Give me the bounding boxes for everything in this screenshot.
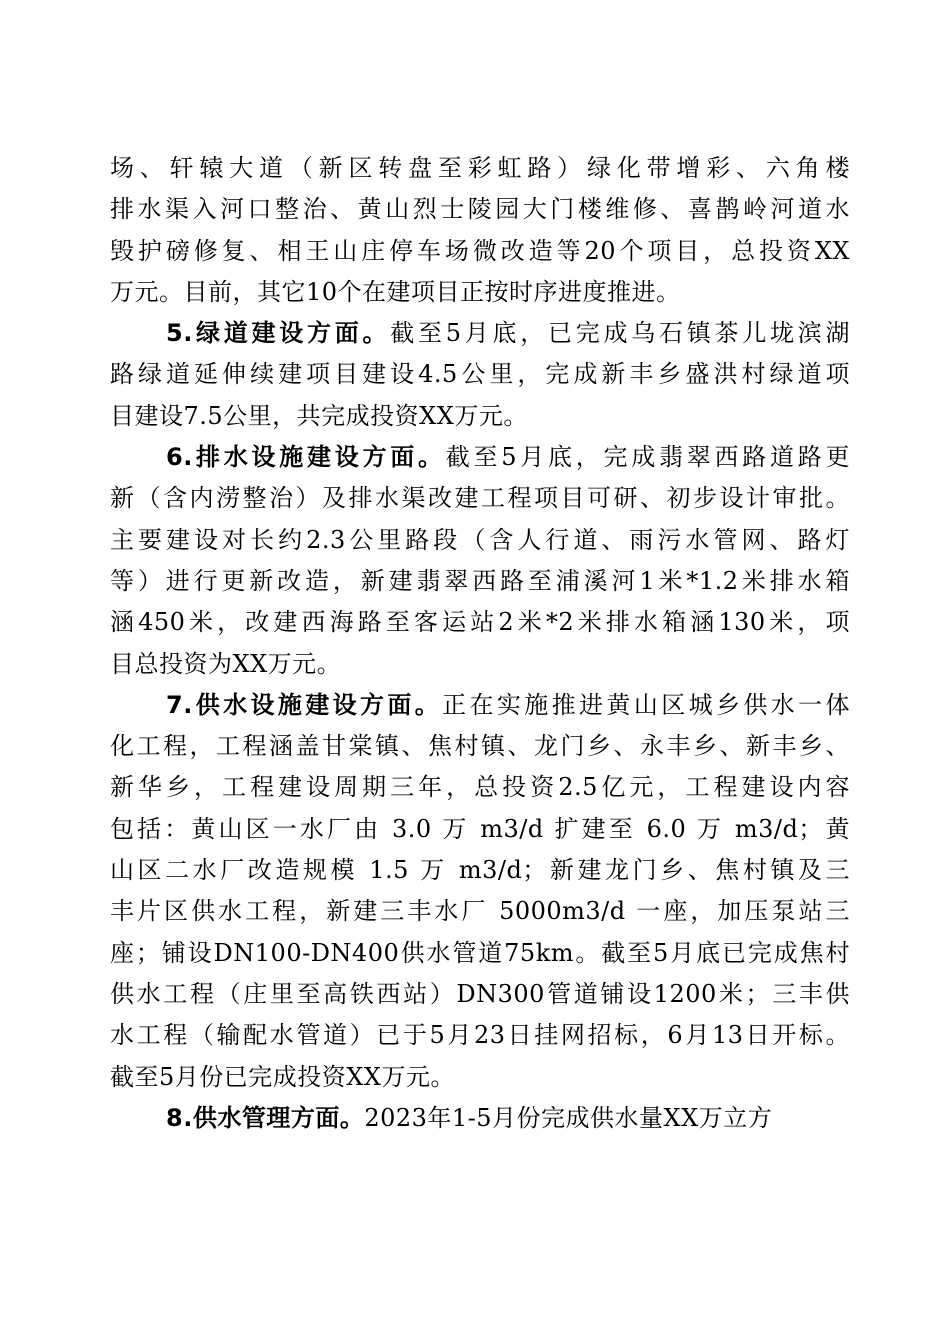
paragraph-first-line [110,313,850,354]
paragraph-line: 等）进行更新改造，新建翡翠西路至浦溪河1米*1.2米排水箱 [110,566,850,595]
section-heading-greenway: 5.绿道建设方面。 [166,319,391,348]
paragraph-text: 2023年1-5月份完成供水量XX万立方 [364,1103,773,1132]
paragraph-line: 目总投资为XX万元。 [110,649,342,678]
paragraph-text: 正在实施推进黄山区城乡供水一体 [442,690,850,719]
paragraph-line: 截至5月份已完成投资XX万元。 [110,1062,455,1091]
paragraph-line: 路绿道延伸续建项目建设4.5公里，完成新丰乡盛洪村绿道项 [110,360,850,389]
section-heading-water-supply-facilities: 7.供水设施建设方面。 [166,690,443,719]
paragraph-line: 水工程（输配水管道）已于5月23日挂网招标，6月13日开标。 [110,1021,850,1050]
paragraph-line: 新（含内涝整治）及排水渠改建工程项目可研、初步设计审批。 [110,484,850,513]
paragraph-line: 座；铺设DN100-DN400供水管道75km。截至5月底已完成焦村 [110,938,850,967]
paragraph-line: 万元。目前，其它10个在建项目正按时序进度推进。 [110,277,681,306]
paragraph-first-line [110,685,850,726]
paragraph-line: 供水工程（庄里至高铁西站）DN300管道铺设1200米；三丰供 [110,979,850,1008]
paragraph-line: 新华乡，工程建设周期三年，总投资2.5亿元，工程建设内容 [110,773,850,802]
paragraph-line: 主要建设对长约2.3公里路段（含人行道、雨污水管网、路灯 [110,525,850,554]
paragraph-text: 截至5月底，完成翡翠西路道路更 [445,443,850,472]
paragraph-line: 丰片区供水工程，新建三丰水厂 5000m3/d 一座，加压泵站三 [110,897,850,926]
paragraph-line: 涵450米，改建西海路至客运站2米*2米排水箱涵130米，项 [110,608,850,637]
paragraph-line: 毁护磅修复、相王山庄停车场微改造等20个项目，总投资XX [110,236,850,265]
paragraph-first-line [110,437,850,478]
section-heading-water-management: 8.供水管理方面。 [166,1103,365,1132]
paragraph-line: 场、轩辕大道（新区转盘至彩虹路）绿化带增彩、六角楼 [110,154,850,182]
paragraph-line: 山区二水厂改造规模 1.5 万 m3/d；新建龙门乡、焦村镇及三 [110,856,850,885]
document-body [110,148,850,1139]
section-heading-drainage: 6.排水设施建设方面。 [166,443,446,472]
paragraph-line: 化工程，工程涵盖甘棠镇、焦村镇、龙门乡、永丰乡、新丰乡、 [110,732,850,761]
paragraph-text: 截至5月底，已完成乌石镇茶儿垅滨湖 [390,319,850,348]
paragraph-line: 排水渠入河口整治、黄山烈士陵园大门楼维修、喜鹊岭河道水 [110,195,850,224]
paragraph-first-line [110,1098,850,1139]
paragraph-line: 包括：黄山区一水厂由 3.0 万 m3/d 扩建至 6.0 万 m3/d；黄 [110,814,850,843]
paragraph-line: 目建设7.5公里，共完成投资XX万元。 [110,401,528,430]
